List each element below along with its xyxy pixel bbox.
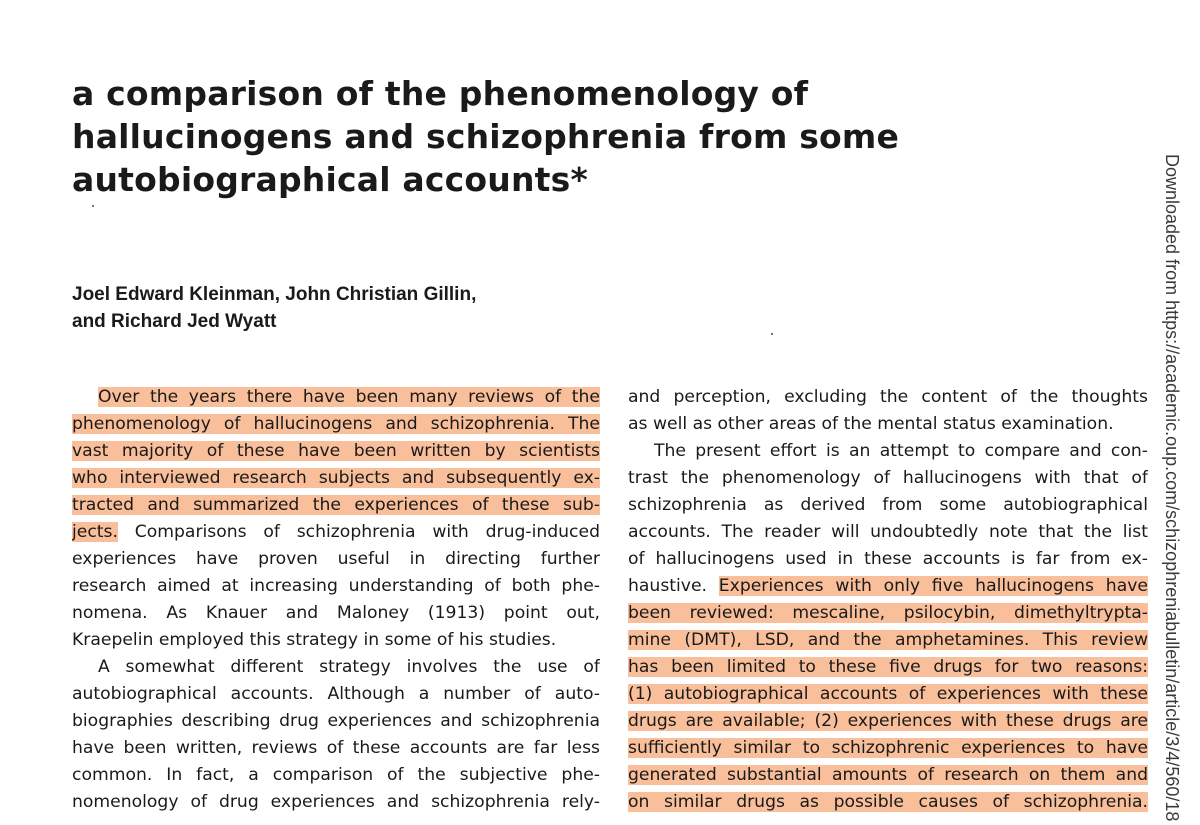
text-line	[72, 519, 600, 546]
body-text: research aimed at increasing understanding of both phe-	[72, 576, 600, 596]
text-line	[72, 465, 600, 492]
text-line	[628, 708, 1148, 735]
text-line	[628, 762, 1148, 789]
highlighted-text: mine (DMT), LSD, and the amphetamines. This review	[628, 630, 1148, 650]
authors-line-1: Joel Edward Kleinman, John Christian Gillin,	[72, 284, 477, 305]
watermark-text: Downloaded from https://academic.oup.com/schizophreniabulletin/article/3/4/560/18	[1162, 154, 1182, 822]
body-text: experiences have proven useful in directing further	[72, 549, 600, 569]
text-line	[72, 438, 600, 465]
title-line-3: autobiographical accounts*	[72, 160, 588, 199]
body-text: trast the phenomenology of hallucinogens with that of	[628, 468, 1148, 488]
text-line	[628, 519, 1148, 546]
highlighted-text: Experiences with only five hallucinogens have	[718, 576, 1148, 596]
text-line	[628, 735, 1148, 762]
highlighted-text: has been limited to these five drugs for two reasons:	[628, 657, 1148, 677]
highlighted-text: phenomenology of hallucinogens and schizophrenia. The	[72, 414, 600, 434]
paper-title	[72, 72, 972, 201]
text-line	[72, 600, 600, 627]
highlighted-text: (1) autobiographical accounts of experiences with these	[628, 684, 1148, 704]
body-text: schizophrenia as derived from some autobiographical	[628, 495, 1148, 515]
text-line	[72, 708, 600, 735]
text-line	[628, 600, 1148, 627]
text-line	[628, 681, 1148, 708]
text-line	[72, 654, 600, 681]
body-text: Kraepelin employed this strategy in some of his studies.	[72, 630, 557, 650]
text-line	[628, 384, 1148, 411]
text-line	[628, 411, 1148, 438]
text-line	[72, 627, 600, 654]
text-line	[628, 438, 1148, 465]
text-line	[72, 573, 600, 600]
body-text: accounts. The reader will undoubtedly note that the list	[628, 522, 1148, 542]
body-text: Comparisons of schizophrenia with drug-induced	[117, 522, 600, 542]
text-line	[72, 546, 600, 573]
highlighted-text: generated substantial amounts of research on them and	[628, 765, 1148, 785]
body-text: The present effort is an attempt to compare and con-	[654, 441, 1148, 461]
body-text: common. In fact, a comparison of the subjective phe-	[72, 765, 600, 785]
highlighted-text: tracted and summarized the experiences of these sub-	[72, 495, 600, 515]
body-text: have been written, reviews of these accounts are far less	[72, 738, 600, 758]
body-text: haustive.	[628, 576, 719, 596]
body-text: autobiographical accounts. Although a number of auto-	[72, 684, 600, 704]
speck	[92, 205, 94, 207]
highlighted-text: on similar drugs as possible causes of schizophrenia.	[628, 792, 1148, 812]
text-line	[628, 492, 1148, 519]
body-text: A somewhat different strategy involves the use of	[98, 657, 600, 677]
highlighted-text: jects.	[72, 522, 118, 542]
author-list	[72, 281, 476, 335]
text-line	[628, 465, 1148, 492]
title-line-2: hallucinogens and schizophrenia from some	[72, 117, 900, 156]
body-text: nomenology of drug experiences and schizophrenia rely-	[72, 792, 600, 812]
authors-line-2: and Richard Jed Wyatt	[72, 311, 277, 332]
text-line	[72, 492, 600, 519]
body-text: as well as other areas of the mental status examination.	[628, 414, 1114, 434]
text-line	[628, 573, 1148, 600]
body-column-right	[628, 384, 1148, 816]
highlighted-text: who interviewed research subjects and subsequently ex-	[72, 468, 600, 488]
body-column-left	[72, 384, 600, 816]
text-line	[628, 654, 1148, 681]
highlighted-text: sufficiently similar to schizophrenic experiences to have	[628, 738, 1148, 758]
text-line	[628, 627, 1148, 654]
text-line	[628, 789, 1148, 816]
highlighted-text: drugs are available; (2) experiences with these drugs are	[628, 711, 1148, 731]
text-line	[72, 735, 600, 762]
text-line	[72, 411, 600, 438]
text-line	[72, 681, 600, 708]
text-line	[72, 789, 600, 816]
speck	[771, 333, 773, 335]
title-line-1: a comparison of the phenomenology of	[72, 74, 809, 113]
body-text: nomena. As Knauer and Maloney (1913) point out,	[72, 603, 600, 623]
text-line	[72, 384, 600, 411]
highlighted-text: been reviewed: mescaline, psilocybin, dimethyltrypta-	[628, 603, 1148, 623]
body-text: biographies describing drug experiences and schizophrenia	[72, 711, 600, 731]
text-line	[628, 546, 1148, 573]
text-line	[72, 762, 600, 789]
highlighted-text: Over the years there have been many reviews of the	[98, 387, 600, 407]
download-watermark	[1162, 4, 1200, 825]
body-text: and perception, excluding the content of the thoughts	[628, 387, 1148, 407]
highlighted-text: vast majority of these have been written by scientists	[72, 441, 600, 461]
body-text: of hallucinogens used in these accounts is far from ex-	[628, 549, 1148, 569]
